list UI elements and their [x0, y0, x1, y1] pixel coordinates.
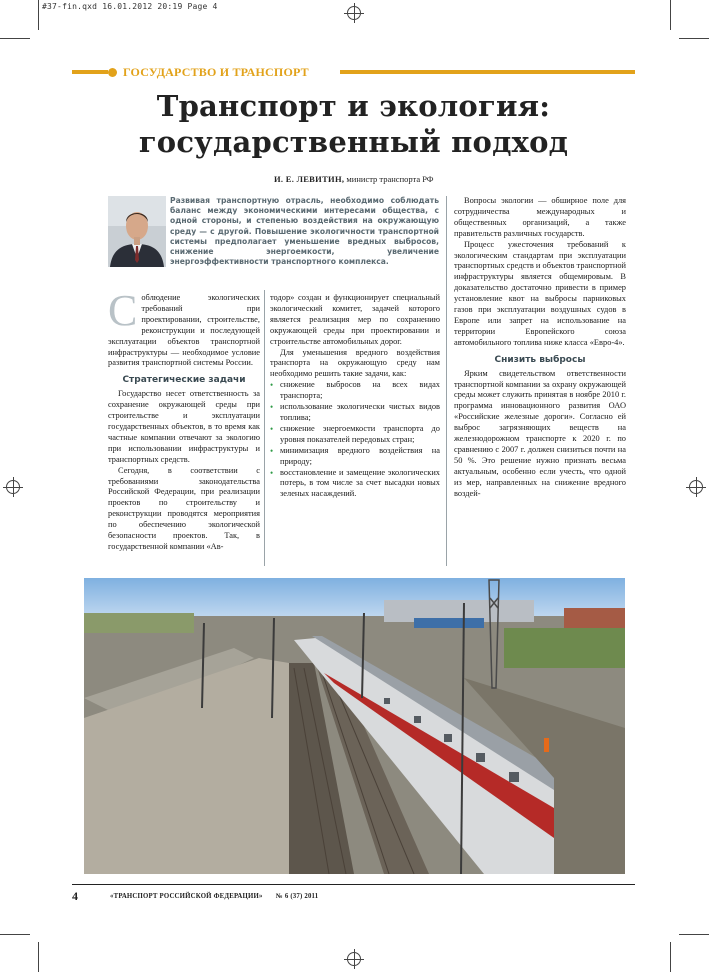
footer-rule	[72, 884, 635, 885]
crop-mark	[0, 38, 30, 39]
subheading: Стратегические задачи	[122, 375, 246, 386]
railway-photo	[84, 578, 625, 874]
paragraph: Вопросы экологии — обширное поле для сотрудничества международных и общественных организаций, а также правительств различных государств.	[454, 196, 626, 238]
printer-slug: #37-fin.qxd 16.01.2012 20:19 Page 4	[42, 2, 218, 11]
column-divider	[446, 196, 447, 566]
paragraph: Государство несет ответственность за сохранение окружающей среды при строительстве и эксплуатации государственных объектов, в то время как частные компании отвечают за экологию при использовании инфраструктуры и транспортных средств.	[108, 389, 260, 464]
column-3	[454, 196, 626, 499]
crop-mark	[0, 934, 30, 935]
paragraph: Для уменьшения вредного воздействия транспорта на окружающую среду нам необходимо решить такие задачи, как:	[270, 347, 440, 379]
section-title: ГОСУДАРСТВО И ТРАНСПОРТ	[123, 64, 309, 79]
byline	[274, 174, 434, 184]
footer-journal	[110, 893, 318, 900]
title-line-2: государственный подход	[138, 125, 569, 159]
crop-mark	[679, 38, 709, 39]
journal-name: «ТРАНСПОРТ РОССИЙСКОЙ ФЕДЕРАЦИИ»	[110, 893, 263, 900]
task-list	[270, 380, 440, 500]
registration-mark	[347, 6, 361, 20]
subheading: Снизить выбросы	[494, 354, 586, 365]
list-item: • минимизация вредного воздействия на природу;	[270, 446, 440, 468]
list-item: • восстановление и замещение экологических потерь, в том числе за счет высадки новых зеленых насаждений.	[270, 468, 440, 501]
crop-mark	[670, 0, 671, 30]
registration-mark	[347, 952, 361, 966]
list-item: • использование экологически чистых видов топлива;	[270, 402, 440, 424]
column-2	[270, 293, 440, 500]
column-1	[108, 286, 260, 553]
section-rule-left	[72, 70, 110, 74]
article-title	[72, 88, 635, 160]
author-role: министр транспорта РФ	[344, 174, 434, 184]
paragraph: тодор» создан и функционирует специальный экологический комитет, задачей которого является реализация мер по сохранению окружающей среды при проектировании и строительстве автомобильных дорог.	[270, 293, 440, 346]
lead-text: Развивая транспортную отрасль, необходимо соблюдать баланс между экономическими интересами общества, с одной стороны, и степенью воздействия на окружающую среду — с другой. Повышение экологичности транспортной системы предполагает уменьшение вредных выбросов, снижение энергоемкости, увеличение энергоэффективности транспортного комплекса.	[170, 196, 439, 267]
issue-number: № 6 (37) 2011	[275, 893, 319, 900]
list-item: • снижение энергоемкости транспорта до уровня показателей передовых стран;	[270, 424, 440, 446]
title-line-1: Транспорт и экология:	[156, 89, 551, 123]
paragraph: Процесс ужесточения требований к экологическим стандартам при эксплуатации транспортных средств и объектов транспортной инфраструктуры является общемировым. В доказательство достаточно привести в пример установление квот на выбросы парниковых газов при эксплуатации воздушных судов в Европе или запрет на использование на территории Европейского союза автомобильного топлива ниже класса «Евро-4».	[454, 239, 626, 347]
lead-paragraph	[108, 196, 439, 267]
drop-cap: С	[108, 286, 138, 335]
lead-photo-space	[108, 196, 170, 267]
column-divider	[264, 290, 265, 566]
list-item: • снижение выбросов на всех видах транспорта;	[270, 380, 440, 402]
page-number: 4	[72, 889, 78, 903]
paragraph: Соблюдение экологических требований при проектировании, строительстве, реконструкции и последующей эксплуатации объектов транспортной инфраструктуры — необходимое условие развития транспортной системы России.	[108, 286, 260, 368]
registration-mark	[6, 480, 20, 494]
author-name: И. Е. ЛЕВИТИН,	[274, 174, 345, 184]
paragraph: Ярким свидетельством ответственности транспортной компании за охрану окружающей среды может служить принятая в ноябре 2010 г. программа инновационного развития ОАО «Российские железные дороги». Согласно ей выброс загрязняющих веществ на железнодорожном транспорте к 2020 г. по сравнению с 2007 г. должен снизиться почти на 50 %. Это решение нужно признать весьма актуальным, особенно если учесть, что одной из мер, направленных на снижение вредного воздей-	[454, 368, 626, 498]
crop-mark	[38, 0, 39, 30]
crop-mark	[38, 942, 39, 972]
section-label	[108, 64, 315, 80]
crop-mark	[679, 934, 709, 935]
section-bullet-icon	[108, 68, 117, 77]
crop-mark	[670, 942, 671, 972]
registration-mark	[689, 480, 703, 494]
section-rule-right	[340, 70, 635, 74]
paragraph: Сегодня, в соответствии с требованиями законодательства Российской Федерации, при реализации проектов по строительству и реконструкции проводятся мероприятия по обеспечению экологической безопасности проектов. Так, в государственной компании «Ав-	[108, 465, 260, 551]
